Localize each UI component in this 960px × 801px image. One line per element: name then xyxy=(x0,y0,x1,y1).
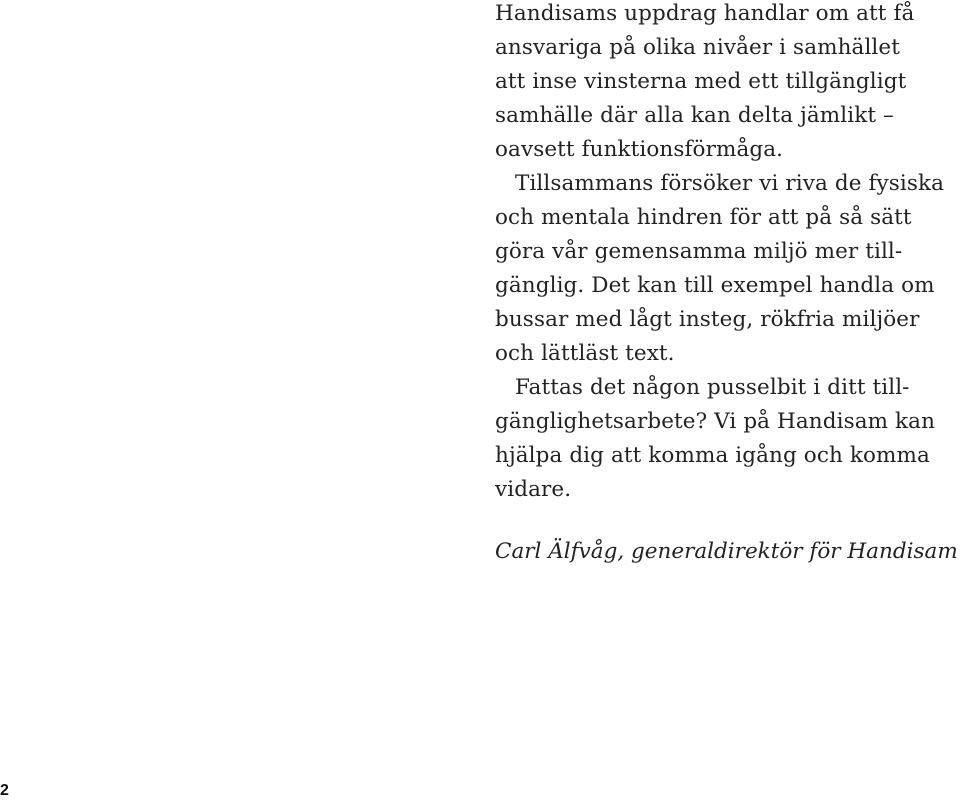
signature: Carl Älfvåg, generaldirektör för Handisam xyxy=(495,539,958,564)
text-line: och lättläst text. xyxy=(495,341,675,366)
page-number: 2 xyxy=(0,782,9,799)
text-line: göra vår gemensamma miljö mer till- xyxy=(495,239,903,264)
text-line: och mentala hindren för att på så sätt xyxy=(495,205,912,230)
text-line: hjälpa dig att komma igång och komma xyxy=(495,443,930,468)
text-line: gänglig. Det kan till exempel handla om xyxy=(495,273,935,298)
text-line: att inse vinsterna med ett tillgängligt xyxy=(495,69,907,94)
text-line: vidare. xyxy=(495,477,572,502)
text-line: gänglighetsarbete? Vi på Handisam kan xyxy=(495,409,936,434)
text-line: ansvariga på olika nivåer i samhället xyxy=(495,35,900,60)
text-line: Tillsammans försöker vi riva de fysiska xyxy=(515,171,945,196)
text-line: Handisams uppdrag handlar om att få xyxy=(495,1,915,26)
text-line: oavsett funktionsförmåga. xyxy=(495,137,784,162)
text-line: bussar med lågt insteg, rökfria miljöer xyxy=(495,307,920,332)
text-line: Fattas det någon pusselbit i ditt till- xyxy=(515,375,910,400)
text-line: samhälle där alla kan delta jämlikt – xyxy=(495,103,894,128)
